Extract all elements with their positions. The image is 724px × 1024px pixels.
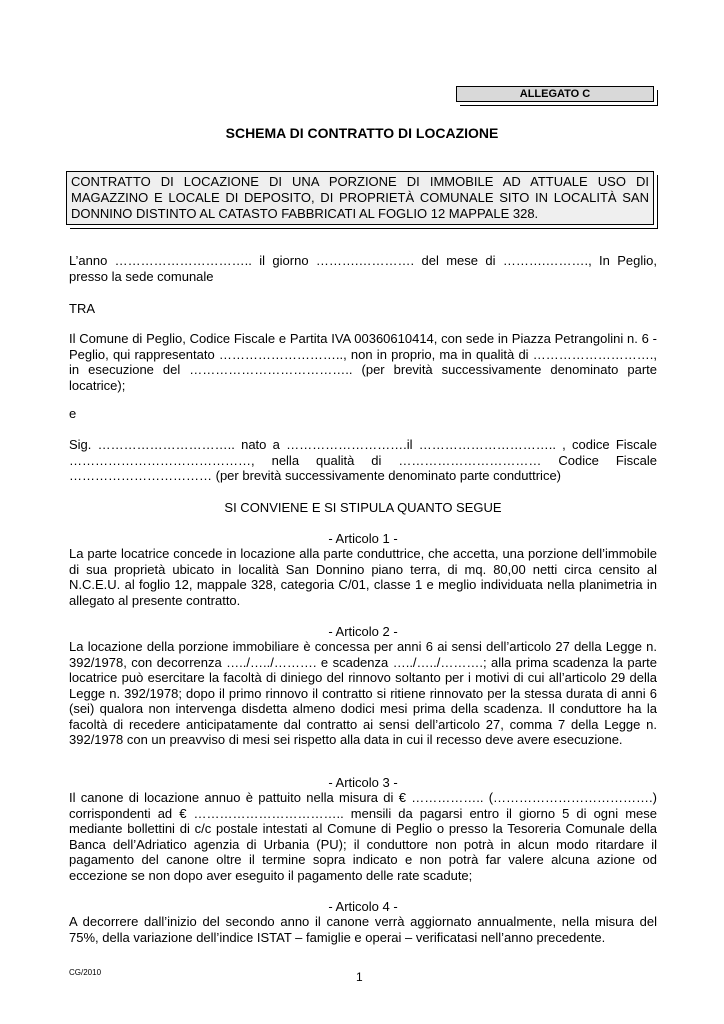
page-number: 1 bbox=[356, 970, 363, 984]
allegato-label: ALLEGATO C bbox=[456, 86, 654, 102]
article-4-heading: - Articolo 4 - bbox=[328, 899, 398, 914]
article-1-text: La parte locatrice concede in locazione alla parte conduttrice, che accetta, una porzione dell’immobile di sua proprietà ubicato in località San Donnino piano terra, di mq. 80,00 netti circa censito al N.C.E.U. al foglio 12, mappale 328, categoria C/01, classe 1 e meglio individuata nella planimetria in allegato al presente contratto. bbox=[69, 546, 657, 608]
article-2-heading: - Articolo 2 - bbox=[328, 624, 398, 639]
article-1-heading: - Articolo 1 - bbox=[328, 531, 398, 546]
document-title: SCHEMA DI CONTRATTO DI LOCAZIONE bbox=[225, 125, 499, 141]
paragraph-conviene: SI CONVIENE E SI STIPULA QUANTO SEGUE bbox=[224, 500, 502, 515]
paragraph-e: e bbox=[69, 406, 77, 421]
paragraph-sig: Sig. ………………………….. nato a ……………………….il ………………………….. , codice Fiscale ……………………………………, nella qualità di …………………………… Codice Fiscale …………………………… (per brevità successivamente denominato parte conduttrice) bbox=[69, 437, 657, 483]
footer-code: CG/2010 bbox=[69, 968, 102, 977]
article-3-heading: - Articolo 3 - bbox=[328, 775, 398, 790]
article-2-text: La locazione della porzione immobiliare è concessa per anni 6 ai sensi dell’articolo 27 della Legge n. 392/1978, con decorrenza …../…../………. e scadenza …../…../……….; alla prima scadenza la parte locatrice può esercitare la facoltà di diniego del rinnovo soltanto per i motivi di cui all’articolo 29 della Legge n. 392/1978; dopo il primo rinnovo il contratto si ritiene rinnovato per la stessa durata di anni 6 (sei) qualora non intervenga disdetta almeno dodici mesi prima della scadenza. Il conduttore ha la facoltà di recedere anticipatamente dal contratto ai sensi dell’articolo 27, comma 7 della Legge n. 392/1978 con un preavviso di mesi sei rispetto alla data in cui il recesso deve avere esecuzione. bbox=[69, 639, 657, 747]
article-4-text: A decorrere dall’inizio del secondo anno il canone verrà aggiornato annualmente, nella misura del 75%, della variazione dell’indice ISTAT – famiglie e operai – verificatasi nell’anno precedente. bbox=[69, 914, 657, 945]
contract-subject-box: CONTRATTO DI LOCAZIONE DI UNA PORZIONE DI IMMOBILE AD ATTUALE USO DI MAGAZZINO E LOCALE DI DEPOSITO, DI PROPRIETÀ COMUNALE SITO IN LOCALITÀ SAN DONNINO DISTINTO AL CATASTO FABBRICATI AL FOGLIO 12 MAPPALE 328. bbox=[66, 171, 654, 225]
paragraph-anno: L’anno ………………………….. il giorno ……….…………. del mese di ……….………., In Peglio, presso la sede comunale bbox=[69, 253, 657, 284]
paragraph-tra: TRA bbox=[69, 301, 95, 316]
article-3-text: Il canone di locazione annuo è pattuito nella misura di € …………….. (……………………………….) corrispondenti ad € …………………………….. mensili da pagarsi entro il giorno 5 di ogni mese mediante bollettini di c/c postale intestati al Comune di Peglio o presso la Tesoreria Comunale della Banca dell’Adriatico agenzia di Urbania (PU); il conduttore non potrà in alcun modo ritardare il pagamento del canone oltre il termine sopra indicato e non potrà far valere alcuna azione od eccezione se non dopo aver eseguito il pagamento delle rate scadute; bbox=[69, 790, 657, 883]
paragraph-comune: Il Comune di Peglio, Codice Fiscale e Partita IVA 00360610414, con sede in Piazza Petrangolini n. 6 - Peglio, qui rappresentato ……………………….., non in proprio, ma in qualità di ………………………., in esecuzione del ……………………………….. (per brevità successivamente denominato parte locatrice); bbox=[69, 331, 657, 393]
